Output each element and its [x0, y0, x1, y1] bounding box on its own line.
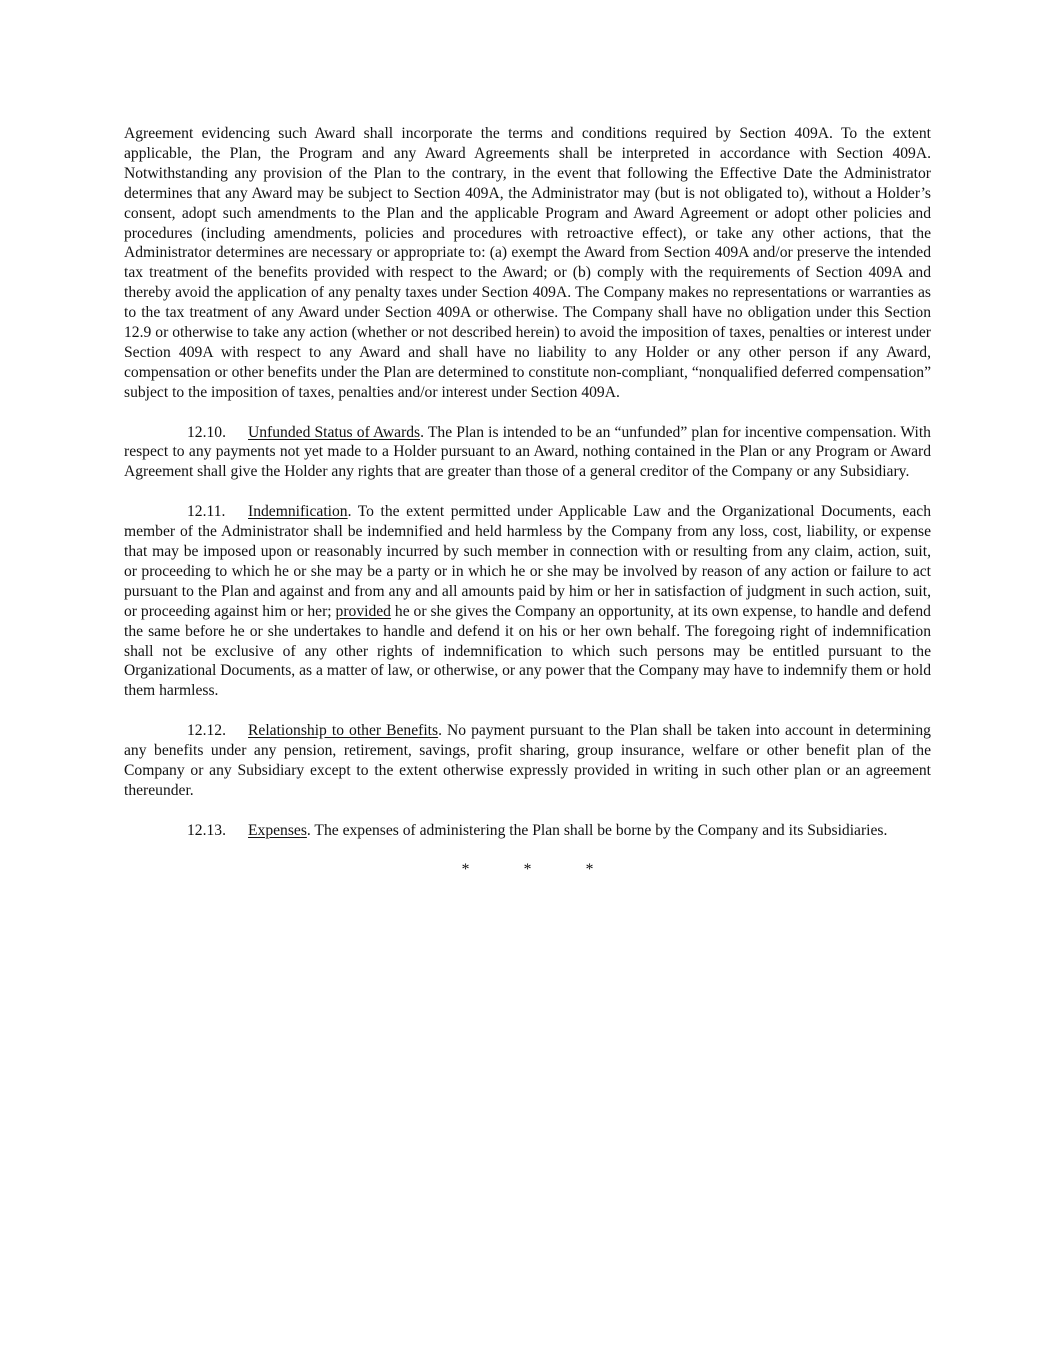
section-12-11 — [124, 502, 931, 701]
section-number: 12.12. — [187, 722, 226, 740]
asterisk: * — [523, 861, 532, 879]
section-heading: Relationship to other Benefits — [248, 722, 439, 740]
section-heading: Unfunded Status of Awards — [248, 423, 421, 441]
section-number: 12.11. — [187, 503, 226, 521]
provided-term: provided — [335, 602, 391, 620]
section-body: . The expenses of administering the Plan shall be borne by the Company and its Subsidiaries. — [306, 821, 888, 839]
section-body: . The Plan is intended to be an “unfunded” plan for incentive compensation. With respect to any payments not yet made to a Holder pursuant to an Award, nothing contained in the Plan or any Program or Award Agreement shall give the Holder any rights that are greater than those of a general creditor of the Company or any Subsidiary. — [124, 423, 931, 481]
section-body: . To the extent permitted under Applicable Law and the Organizational Documents, each member of the Administrator shall be indemnified and held harmless by the Company from any loss, cost, liability, or expense that may be imposed upon or reasonably incurred by such member in connection with or resulting from any claim, action, suit, or proceeding to which he or she may be a party or in which he or she may be involved by reason of any action or failure to act pursuant to the Plan and against and from any and all amounts paid by him or her in satisfaction of judgment in such action, suit, or proceeding against him or her; — [124, 503, 931, 620]
section-heading: Expenses — [248, 821, 307, 839]
asterisk: * — [585, 861, 594, 879]
section-number: 12.10. — [187, 423, 226, 441]
section-body: . No payment pursuant to the Plan shall be taken into account in determining any benefits under any pension, retirement, savings, profit sharing, group insurance, welfare or other benefit plan of the Company or any Subsidiary except to the extent otherwise expressly provided in writing in such other plan or an agreement thereunder. — [124, 722, 931, 799]
asterisk: * — [461, 861, 470, 879]
section-heading: Indemnification — [248, 503, 348, 521]
section-number: 12.13. — [187, 821, 226, 839]
section-12-10 — [124, 423, 931, 483]
section-12-9-continuation: Agreement evidencing such Award shall incorporate the terms and conditions required by Section 409A. To the extent applicable, the Plan, the Program and any Award Agreements shall be interpreted in accordance with Section 409A. Notwithstanding any provision of the Plan to the contrary, in the event that following the Effective Date the Administrator determines that any Award may be subject to Section 409A, the Administrator may (but is not obligated to), without a Holder’s consent, adopt such amendments to the Plan and the applicable Program and Award Agreement or adopt other policies and procedures (including amendments, policies and procedures with retroactive effect), or take any other actions, that the Administrator determines are necessary or appropriate to: (a) exempt the Award from Section 409A and/or preserve the intended tax treatment of the benefits provided with respect to the Award; or (b) comply with the requirements of Section 409A and thereby avoid the application of any penalty taxes under Section 409A. The Company makes no representations or warranties as to the tax treatment of any Award under Section 409A or otherwise. The Company shall have no obligation under this Section 12.9 or otherwise to take any action (whether or not described herein) to avoid the imposition of taxes, penalties or interest under Section 409A with respect to any Award and shall have no liability to any Holder or any other person if any Award, compensation or other benefits under the Plan are determined to constitute non-compliant, “nonqualified deferred compensation” subject to the imposition of taxes, penalties and/or interest under Section 409A. — [124, 125, 931, 401]
document-page — [124, 124, 931, 880]
section-12-13 — [124, 821, 931, 841]
section-body-continued: he or she gives the Company an opportunity, at its own expense, to handle and defend the same before he or she undertakes to handle and defend it on his or her own behalf. The foregoing right of indemnification shall not be exclusive of any other rights of indemnification to which such persons may be entitled pursuant to the Organizational Documents, as a matter of law, or otherwise, or any power that the Company may have to indemnify them or hold them harmless. — [124, 602, 931, 700]
section-12-12 — [124, 721, 931, 801]
end-of-document-marks — [124, 860, 931, 880]
